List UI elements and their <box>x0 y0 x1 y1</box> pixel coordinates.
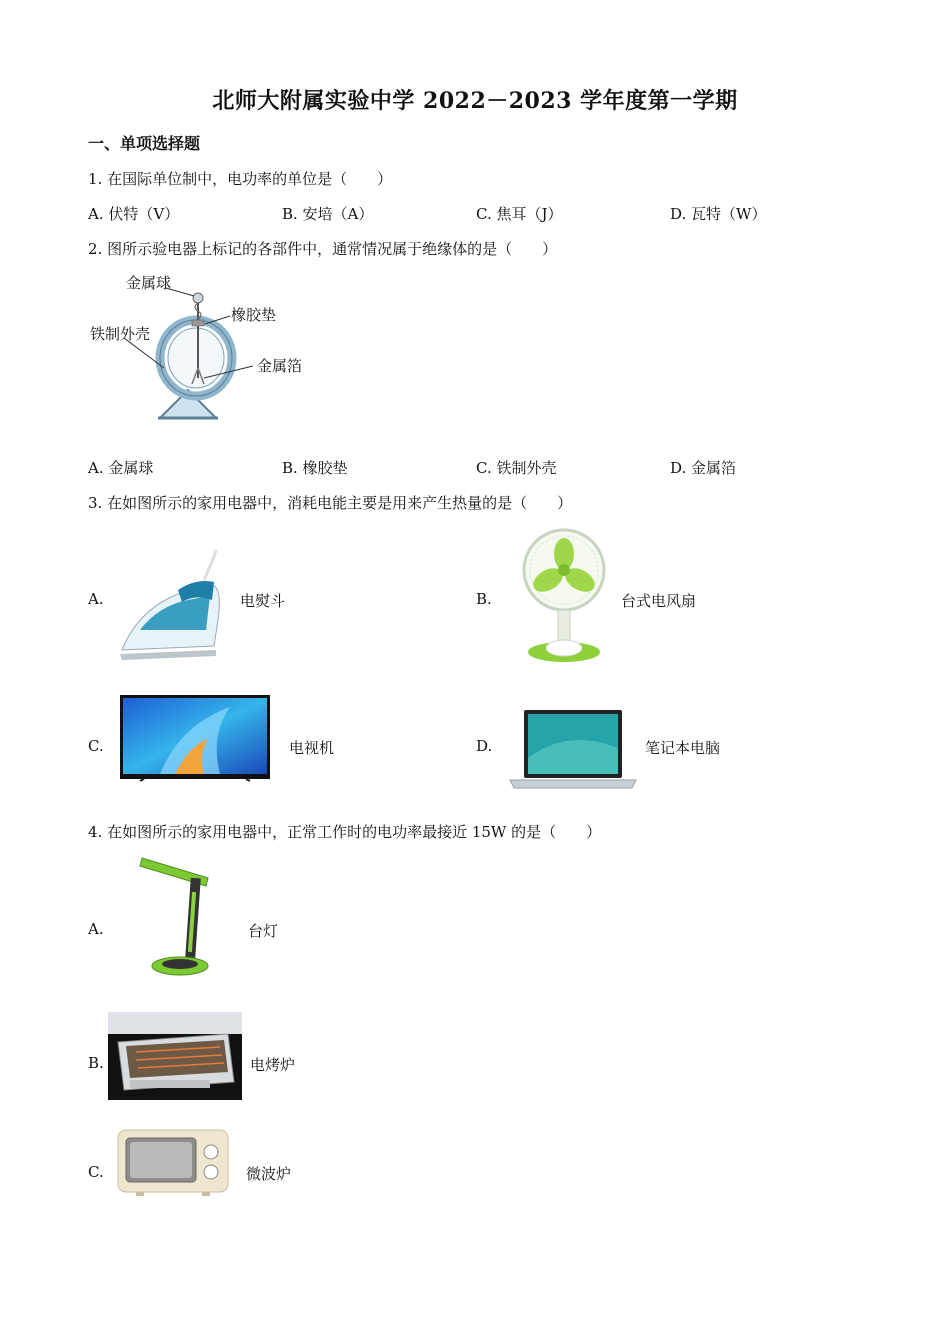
question-3-stem: 3. 在如图所示的家用电器中，消耗电能主要是用来产生热量的是（ ） <box>88 494 573 512</box>
question-2-stem: 2. 图所示验电器上标记的各部件中，通常情况属于绝缘体的是（ ） <box>88 240 558 258</box>
q3-option-a-letter[interactable]: A. <box>88 590 104 608</box>
q3-option-c-letter[interactable]: C. <box>88 737 104 755</box>
q2-option-a[interactable]: A. 金属球 <box>88 459 154 477</box>
page-title: 北师大附属实验中学 2022－2023 学年度第一学期 <box>212 88 738 114</box>
q2-option-d[interactable]: D. 金属箔 <box>670 459 737 477</box>
q4-option-a-letter[interactable]: A. <box>88 920 104 938</box>
desk-fan-image <box>518 526 610 666</box>
iron-image <box>118 550 230 662</box>
q1-option-d[interactable]: D. 瓦特（W） <box>670 205 767 223</box>
q3-option-b-letter[interactable]: B. <box>476 590 492 608</box>
fig-label-metal-foil: 金属箔 <box>257 357 303 375</box>
q2-option-b[interactable]: B. 橡胶垫 <box>282 459 348 477</box>
q3-option-a-label: 电熨斗 <box>240 592 286 610</box>
fig-label-rubber-pad: 橡胶垫 <box>231 306 277 324</box>
q3-option-b-label: 台式电风扇 <box>621 592 697 610</box>
fig-label-metal-ball: 金属球 <box>126 274 172 292</box>
q4-option-a-label: 台灯 <box>248 922 279 940</box>
q3-option-c-label: 电视机 <box>289 739 335 757</box>
laptop-image <box>508 708 638 794</box>
tv-image <box>120 695 270 785</box>
electric-oven-image <box>108 1012 242 1100</box>
q1-option-a[interactable]: A. 伏特（V） <box>88 205 180 223</box>
q4-option-c-letter[interactable]: C. <box>88 1163 104 1181</box>
q2-option-c[interactable]: C. 铁制外壳 <box>476 459 557 477</box>
q4-option-b-label: 电烤炉 <box>250 1056 296 1074</box>
q1-option-c[interactable]: C. 焦耳（J） <box>476 205 563 223</box>
question-1-stem: 1. 在国际单位制中，电功率的单位是（ ） <box>88 170 393 188</box>
electroscope-figure <box>88 268 328 428</box>
desk-lamp-image <box>128 852 218 978</box>
q3-option-d-label: 笔记本电脑 <box>645 739 721 757</box>
fig-label-iron-shell: 铁制外壳 <box>90 325 151 343</box>
section-heading: 一、单项选择题 <box>88 134 201 153</box>
q4-option-c-label: 微波炉 <box>246 1165 292 1183</box>
question-4-stem: 4. 在如图所示的家用电器中，正常工作时的电功率最接近 15W 的是（ ） <box>88 823 602 841</box>
microwave-image <box>116 1128 230 1198</box>
q1-option-b[interactable]: B. 安培（A） <box>282 205 374 223</box>
q3-option-d-letter[interactable]: D. <box>476 737 493 755</box>
q4-option-b-letter[interactable]: B. <box>88 1054 104 1072</box>
